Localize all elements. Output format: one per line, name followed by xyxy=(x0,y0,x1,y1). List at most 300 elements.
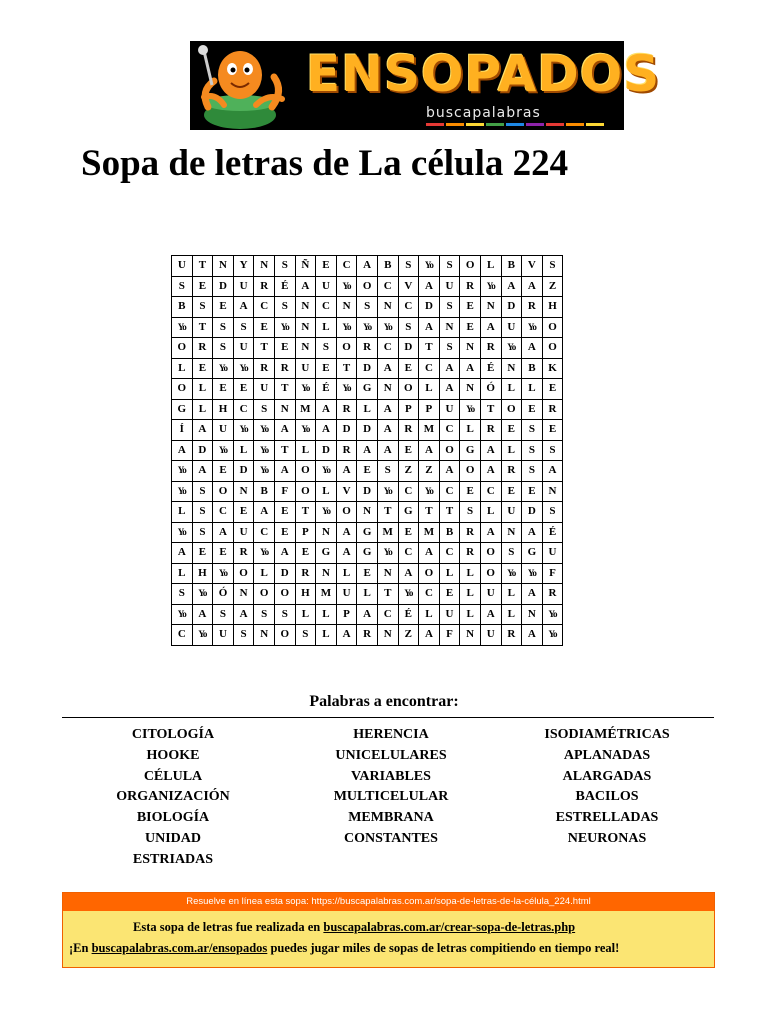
grid-cell[interactable]: L xyxy=(336,563,357,584)
grid-cell[interactable]: C xyxy=(377,604,398,625)
grid-cell[interactable]: Yo xyxy=(192,625,213,646)
grid-cell[interactable]: S xyxy=(295,625,316,646)
grid-cell[interactable]: A xyxy=(233,297,254,318)
grid-cell[interactable]: É xyxy=(398,604,419,625)
grid-cell[interactable]: L xyxy=(501,584,522,605)
grid-cell[interactable]: Z xyxy=(419,461,440,482)
grid-cell[interactable]: E xyxy=(254,317,275,338)
grid-cell[interactable]: M xyxy=(316,584,337,605)
grid-cell[interactable]: L xyxy=(460,604,481,625)
grid-cell[interactable]: L xyxy=(480,256,501,277)
grid-cell[interactable]: S xyxy=(213,604,234,625)
create-sopa-link[interactable]: buscapalabras.com.ar/crear-sopa-de-letras.php xyxy=(323,920,576,934)
grid-cell[interactable]: Z xyxy=(398,461,419,482)
grid-cell[interactable]: T xyxy=(254,338,275,359)
grid-cell[interactable]: O xyxy=(172,338,193,359)
grid-cell[interactable]: L xyxy=(501,604,522,625)
grid-cell[interactable]: Yo xyxy=(172,481,193,502)
grid-cell[interactable]: N xyxy=(501,522,522,543)
grid-cell[interactable]: L xyxy=(501,440,522,461)
grid-cell[interactable]: Yo xyxy=(336,276,357,297)
grid-cell[interactable]: O xyxy=(398,379,419,400)
grid-cell[interactable]: O xyxy=(480,563,501,584)
grid-cell[interactable]: R xyxy=(274,358,295,379)
grid-cell[interactable]: E xyxy=(192,543,213,564)
grid-cell[interactable]: N xyxy=(439,317,460,338)
grid-cell[interactable]: U xyxy=(480,584,501,605)
grid-cell[interactable]: L xyxy=(460,563,481,584)
grid-cell[interactable]: N xyxy=(460,625,481,646)
grid-cell[interactable]: Yo xyxy=(213,440,234,461)
grid-cell[interactable]: A xyxy=(439,461,460,482)
grid-cell[interactable]: C xyxy=(316,297,337,318)
grid-cell[interactable]: G xyxy=(398,502,419,523)
grid-cell[interactable]: T xyxy=(480,399,501,420)
grid-cell[interactable]: E xyxy=(501,481,522,502)
grid-cell[interactable]: Yo xyxy=(501,563,522,584)
grid-cell[interactable]: O xyxy=(542,338,563,359)
grid-cell[interactable]: Yo xyxy=(172,461,193,482)
grid-cell[interactable]: P xyxy=(295,522,316,543)
grid-cell[interactable]: E xyxy=(213,543,234,564)
grid-cell[interactable]: E xyxy=(460,297,481,318)
grid-cell[interactable]: U xyxy=(213,625,234,646)
grid-cell[interactable]: L xyxy=(316,604,337,625)
grid-cell[interactable]: N xyxy=(233,584,254,605)
grid-cell[interactable]: U xyxy=(172,256,193,277)
grid-cell[interactable]: L xyxy=(522,379,543,400)
grid-cell[interactable]: Yo xyxy=(377,543,398,564)
grid-cell[interactable]: E xyxy=(357,461,378,482)
grid-cell[interactable]: E xyxy=(316,358,337,379)
grid-cell[interactable]: E xyxy=(522,399,543,420)
grid-cell[interactable]: U xyxy=(233,276,254,297)
grid-cell[interactable]: E xyxy=(460,481,481,502)
grid-cell[interactable]: Yo xyxy=(377,317,398,338)
grid-cell[interactable]: A xyxy=(522,625,543,646)
grid-cell[interactable]: C xyxy=(377,276,398,297)
grid-cell[interactable]: Yo xyxy=(480,276,501,297)
grid-cell[interactable]: N xyxy=(377,625,398,646)
grid-cell[interactable]: O xyxy=(480,543,501,564)
grid-cell[interactable]: E xyxy=(274,502,295,523)
grid-cell[interactable]: T xyxy=(192,317,213,338)
grid-cell[interactable]: R xyxy=(480,338,501,359)
grid-cell[interactable]: L xyxy=(357,584,378,605)
grid-cell[interactable]: A xyxy=(336,625,357,646)
grid-cell[interactable]: D xyxy=(398,338,419,359)
grid-cell[interactable]: T xyxy=(377,502,398,523)
grid-cell[interactable]: C xyxy=(480,481,501,502)
grid-cell[interactable]: Ó xyxy=(213,584,234,605)
grid-cell[interactable]: C xyxy=(439,420,460,441)
grid-cell[interactable]: G xyxy=(357,543,378,564)
grid-cell[interactable]: N xyxy=(460,338,481,359)
grid-cell[interactable]: M xyxy=(377,522,398,543)
grid-cell[interactable]: Yo xyxy=(213,563,234,584)
grid-cell[interactable]: Yo xyxy=(522,563,543,584)
grid-cell[interactable]: Yo xyxy=(398,584,419,605)
grid-cell[interactable]: C xyxy=(254,522,275,543)
grid-cell[interactable]: Ñ xyxy=(295,256,316,277)
grid-cell[interactable]: R xyxy=(460,276,481,297)
grid-cell[interactable]: D xyxy=(522,502,543,523)
grid-cell[interactable]: S xyxy=(542,440,563,461)
grid-cell[interactable]: T xyxy=(419,338,440,359)
grid-cell[interactable]: A xyxy=(336,522,357,543)
grid-cell[interactable]: A xyxy=(357,604,378,625)
grid-cell[interactable]: A xyxy=(192,420,213,441)
grid-cell[interactable]: É xyxy=(480,358,501,379)
grid-cell[interactable]: A xyxy=(336,461,357,482)
grid-cell[interactable]: C xyxy=(233,399,254,420)
grid-cell[interactable]: R xyxy=(336,440,357,461)
grid-cell[interactable]: C xyxy=(172,625,193,646)
grid-cell[interactable]: N xyxy=(295,297,316,318)
grid-cell[interactable]: T xyxy=(274,440,295,461)
grid-cell[interactable]: D xyxy=(192,440,213,461)
grid-cell[interactable]: N xyxy=(254,625,275,646)
word-search-grid[interactable] xyxy=(171,255,563,646)
grid-cell[interactable]: Yo xyxy=(233,358,254,379)
grid-cell[interactable]: R xyxy=(522,297,543,318)
grid-cell[interactable]: V xyxy=(336,481,357,502)
grid-cell[interactable]: G xyxy=(172,399,193,420)
grid-cell[interactable]: E xyxy=(357,563,378,584)
grid-cell[interactable]: Yo xyxy=(316,502,337,523)
grid-cell[interactable]: O xyxy=(501,399,522,420)
grid-cell[interactable]: A xyxy=(357,440,378,461)
grid-cell[interactable]: T xyxy=(439,502,460,523)
grid-cell[interactable]: R xyxy=(357,625,378,646)
grid-cell[interactable]: A xyxy=(274,420,295,441)
grid-cell[interactable]: N xyxy=(336,297,357,318)
grid-cell[interactable]: D xyxy=(213,276,234,297)
grid-cell[interactable]: B xyxy=(501,256,522,277)
grid-cell[interactable]: S xyxy=(192,297,213,318)
grid-cell[interactable]: N xyxy=(542,481,563,502)
grid-cell[interactable]: A xyxy=(522,338,543,359)
grid-cell[interactable]: Yo xyxy=(274,317,295,338)
grid-cell[interactable]: B xyxy=(172,297,193,318)
grid-cell[interactable]: A xyxy=(192,461,213,482)
online-link-bar[interactable]: Resuelve en línea esta sopa: https://buscapalabras.com.ar/sopa-de-letras-de-la-célula_224.html xyxy=(63,893,714,911)
grid-cell[interactable]: A xyxy=(419,543,440,564)
grid-cell[interactable]: Yo xyxy=(316,461,337,482)
grid-cell[interactable]: A xyxy=(377,399,398,420)
grid-cell[interactable]: C xyxy=(377,338,398,359)
grid-cell[interactable]: E xyxy=(274,522,295,543)
grid-cell[interactable]: A xyxy=(522,584,543,605)
grid-cell[interactable]: L xyxy=(192,379,213,400)
grid-cell[interactable]: D xyxy=(357,481,378,502)
grid-cell[interactable]: N xyxy=(316,563,337,584)
grid-cell[interactable]: L xyxy=(439,563,460,584)
grid-cell[interactable]: N xyxy=(377,379,398,400)
grid-cell[interactable]: R xyxy=(501,461,522,482)
grid-cell[interactable]: D xyxy=(336,420,357,441)
grid-cell[interactable]: L xyxy=(295,604,316,625)
grid-cell[interactable]: A xyxy=(480,440,501,461)
grid-cell[interactable]: L xyxy=(460,584,481,605)
grid-cell[interactable]: S xyxy=(439,297,460,318)
grid-cell[interactable]: D xyxy=(419,297,440,318)
grid-cell[interactable]: D xyxy=(274,563,295,584)
grid-cell[interactable]: E xyxy=(213,379,234,400)
grid-cell[interactable]: Yo xyxy=(172,604,193,625)
grid-cell[interactable]: R xyxy=(233,543,254,564)
grid-cell[interactable]: U xyxy=(439,276,460,297)
grid-cell[interactable]: U xyxy=(295,358,316,379)
grid-cell[interactable]: R xyxy=(254,276,275,297)
grid-cell[interactable]: A xyxy=(522,522,543,543)
grid-cell[interactable]: S xyxy=(377,461,398,482)
grid-cell[interactable]: R xyxy=(398,420,419,441)
grid-cell[interactable]: E xyxy=(295,543,316,564)
grid-cell[interactable]: U xyxy=(501,502,522,523)
grid-cell[interactable]: É xyxy=(274,276,295,297)
grid-cell[interactable]: T xyxy=(419,502,440,523)
grid-cell[interactable]: L xyxy=(172,502,193,523)
grid-cell[interactable]: C xyxy=(398,543,419,564)
grid-cell[interactable]: A xyxy=(316,399,337,420)
grid-cell[interactable]: E xyxy=(233,502,254,523)
grid-cell[interactable]: L xyxy=(254,563,275,584)
grid-cell[interactable]: A xyxy=(377,420,398,441)
grid-cell[interactable]: G xyxy=(357,379,378,400)
grid-cell[interactable]: L xyxy=(316,317,337,338)
grid-cell[interactable]: L xyxy=(192,399,213,420)
grid-cell[interactable]: A xyxy=(542,461,563,482)
grid-cell[interactable]: L xyxy=(501,379,522,400)
grid-cell[interactable]: R xyxy=(336,399,357,420)
grid-cell[interactable]: A xyxy=(377,358,398,379)
grid-cell[interactable]: L xyxy=(172,563,193,584)
grid-cell[interactable]: O xyxy=(274,584,295,605)
grid-cell[interactable]: L xyxy=(480,502,501,523)
grid-cell[interactable]: N xyxy=(274,399,295,420)
grid-cell[interactable]: A xyxy=(419,440,440,461)
grid-cell[interactable]: O xyxy=(295,481,316,502)
grid-cell[interactable]: N xyxy=(295,338,316,359)
grid-cell[interactable]: A xyxy=(233,604,254,625)
grid-cell[interactable]: E xyxy=(274,338,295,359)
grid-cell[interactable]: É xyxy=(542,522,563,543)
grid-cell[interactable]: S xyxy=(542,502,563,523)
grid-cell[interactable]: A xyxy=(172,543,193,564)
grid-cell[interactable]: L xyxy=(316,625,337,646)
grid-cell[interactable]: Yo xyxy=(254,420,275,441)
grid-cell[interactable]: N xyxy=(357,502,378,523)
grid-cell[interactable]: L xyxy=(419,604,440,625)
grid-cell[interactable]: O xyxy=(336,338,357,359)
grid-cell[interactable]: N xyxy=(480,297,501,318)
grid-cell[interactable]: S xyxy=(192,522,213,543)
grid-cell[interactable]: E xyxy=(542,379,563,400)
grid-cell[interactable]: S xyxy=(522,461,543,482)
grid-cell[interactable]: C xyxy=(254,297,275,318)
grid-cell[interactable]: L xyxy=(295,440,316,461)
grid-cell[interactable]: Yo xyxy=(336,317,357,338)
grid-cell[interactable]: O xyxy=(254,584,275,605)
grid-cell[interactable]: A xyxy=(336,543,357,564)
grid-cell[interactable]: U xyxy=(501,317,522,338)
grid-cell[interactable]: A xyxy=(522,276,543,297)
grid-cell[interactable]: M xyxy=(419,420,440,441)
grid-cell[interactable]: F xyxy=(439,625,460,646)
grid-cell[interactable]: L xyxy=(357,399,378,420)
grid-cell[interactable]: A xyxy=(274,461,295,482)
grid-cell[interactable]: O xyxy=(439,440,460,461)
grid-cell[interactable]: Yo xyxy=(192,584,213,605)
grid-cell[interactable]: S xyxy=(439,338,460,359)
grid-cell[interactable]: O xyxy=(295,461,316,482)
grid-cell[interactable]: U xyxy=(316,276,337,297)
grid-cell[interactable]: E xyxy=(439,584,460,605)
grid-cell[interactable]: P xyxy=(419,399,440,420)
grid-cell[interactable]: F xyxy=(274,481,295,502)
grid-cell[interactable]: G xyxy=(316,543,337,564)
grid-cell[interactable]: O xyxy=(274,625,295,646)
grid-cell[interactable]: A xyxy=(192,604,213,625)
grid-cell[interactable]: S xyxy=(172,584,193,605)
grid-cell[interactable]: N xyxy=(254,256,275,277)
grid-cell[interactable]: L xyxy=(419,379,440,400)
grid-cell[interactable]: S xyxy=(274,256,295,277)
grid-cell[interactable]: U xyxy=(233,338,254,359)
grid-cell[interactable]: H xyxy=(192,563,213,584)
grid-cell[interactable]: R xyxy=(542,584,563,605)
grid-cell[interactable]: A xyxy=(316,420,337,441)
grid-cell[interactable]: E xyxy=(501,420,522,441)
grid-cell[interactable]: O xyxy=(172,379,193,400)
grid-cell[interactable]: A xyxy=(295,276,316,297)
grid-cell[interactable]: S xyxy=(522,440,543,461)
grid-cell[interactable]: D xyxy=(316,440,337,461)
grid-cell[interactable]: T xyxy=(192,256,213,277)
grid-cell[interactable]: P xyxy=(398,399,419,420)
grid-cell[interactable]: O xyxy=(233,563,254,584)
grid-cell[interactable]: E xyxy=(398,522,419,543)
grid-cell[interactable]: L xyxy=(460,420,481,441)
grid-cell[interactable]: U xyxy=(213,420,234,441)
grid-cell[interactable]: H xyxy=(542,297,563,318)
grid-cell[interactable]: C xyxy=(213,502,234,523)
grid-cell[interactable]: S xyxy=(522,420,543,441)
grid-cell[interactable]: N xyxy=(316,522,337,543)
grid-cell[interactable]: N xyxy=(377,563,398,584)
grid-cell[interactable]: E xyxy=(460,317,481,338)
grid-cell[interactable]: A xyxy=(377,440,398,461)
grid-cell[interactable]: M xyxy=(295,399,316,420)
grid-cell[interactable]: E xyxy=(542,420,563,441)
grid-cell[interactable]: É xyxy=(316,379,337,400)
grid-cell[interactable]: A xyxy=(254,502,275,523)
grid-cell[interactable]: N xyxy=(377,297,398,318)
grid-cell[interactable]: D xyxy=(233,461,254,482)
grid-cell[interactable]: N xyxy=(233,481,254,502)
grid-cell[interactable]: A xyxy=(460,358,481,379)
grid-cell[interactable]: Yo xyxy=(357,317,378,338)
grid-cell[interactable]: B xyxy=(439,522,460,543)
grid-cell[interactable]: R xyxy=(357,338,378,359)
grid-cell[interactable]: A xyxy=(274,543,295,564)
grid-cell[interactable]: F xyxy=(542,563,563,584)
grid-cell[interactable]: Yo xyxy=(295,379,316,400)
grid-cell[interactable]: A xyxy=(419,317,440,338)
grid-cell[interactable]: Yo xyxy=(336,379,357,400)
grid-cell[interactable]: A xyxy=(480,461,501,482)
grid-cell[interactable]: M xyxy=(419,522,440,543)
grid-cell[interactable]: S xyxy=(398,256,419,277)
grid-cell[interactable]: C xyxy=(419,358,440,379)
grid-cell[interactable]: Ó xyxy=(480,379,501,400)
grid-cell[interactable]: D xyxy=(501,297,522,318)
grid-cell[interactable]: Yo xyxy=(501,338,522,359)
grid-cell[interactable]: S xyxy=(542,256,563,277)
grid-cell[interactable]: R xyxy=(542,399,563,420)
grid-cell[interactable]: A xyxy=(398,563,419,584)
grid-cell[interactable]: B xyxy=(522,358,543,379)
grid-cell[interactable]: O xyxy=(542,317,563,338)
grid-cell[interactable]: K xyxy=(542,358,563,379)
grid-cell[interactable]: U xyxy=(254,379,275,400)
grid-cell[interactable]: Y xyxy=(233,256,254,277)
grid-cell[interactable]: E xyxy=(192,358,213,379)
grid-cell[interactable]: Yo xyxy=(460,399,481,420)
grid-cell[interactable]: C xyxy=(439,481,460,502)
grid-cell[interactable]: S xyxy=(192,502,213,523)
grid-cell[interactable]: T xyxy=(295,502,316,523)
grid-cell[interactable]: B xyxy=(377,256,398,277)
grid-cell[interactable]: Yo xyxy=(254,440,275,461)
grid-cell[interactable]: U xyxy=(480,625,501,646)
ensopados-link[interactable]: buscapalabras.com.ar/ensopados xyxy=(91,941,268,955)
grid-cell[interactable]: A xyxy=(480,317,501,338)
grid-cell[interactable]: S xyxy=(357,297,378,318)
grid-cell[interactable]: L xyxy=(172,358,193,379)
grid-cell[interactable]: C xyxy=(398,297,419,318)
grid-cell[interactable]: O xyxy=(460,461,481,482)
grid-cell[interactable]: V xyxy=(522,256,543,277)
grid-cell[interactable]: R xyxy=(501,625,522,646)
grid-cell[interactable]: S xyxy=(254,399,275,420)
grid-cell[interactable]: N xyxy=(460,379,481,400)
grid-cell[interactable]: U xyxy=(439,604,460,625)
grid-cell[interactable]: C xyxy=(336,256,357,277)
grid-cell[interactable]: Yo xyxy=(522,317,543,338)
grid-cell[interactable]: L xyxy=(233,440,254,461)
ensopados-logo[interactable] xyxy=(190,41,661,130)
grid-cell[interactable]: O xyxy=(357,276,378,297)
grid-cell[interactable]: S xyxy=(233,625,254,646)
grid-cell[interactable]: N xyxy=(501,358,522,379)
grid-cell[interactable]: E xyxy=(522,481,543,502)
grid-cell[interactable]: A xyxy=(501,276,522,297)
grid-cell[interactable]: E xyxy=(316,256,337,277)
grid-cell[interactable]: Yo xyxy=(377,481,398,502)
grid-cell[interactable]: R xyxy=(460,522,481,543)
grid-cell[interactable]: A xyxy=(480,604,501,625)
grid-cell[interactable]: A xyxy=(419,625,440,646)
grid-cell[interactable]: N xyxy=(213,256,234,277)
grid-cell[interactable]: C xyxy=(398,481,419,502)
grid-cell[interactable]: U xyxy=(336,584,357,605)
grid-cell[interactable]: E xyxy=(398,440,419,461)
grid-cell[interactable]: Yo xyxy=(254,543,275,564)
grid-cell[interactable]: V xyxy=(398,276,419,297)
grid-cell[interactable]: B xyxy=(254,481,275,502)
